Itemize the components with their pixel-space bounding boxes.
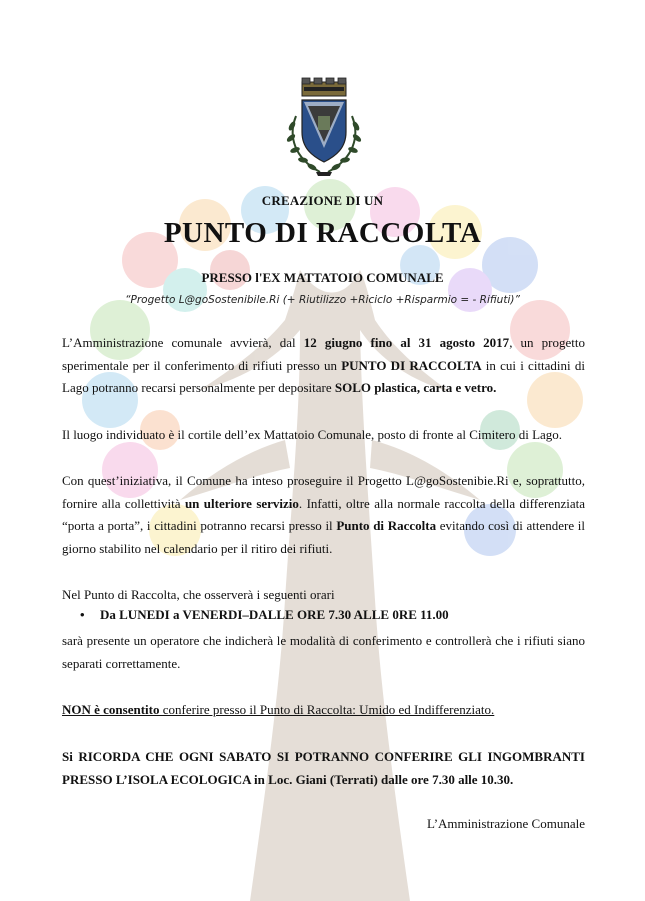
paragraph-intro: [62, 332, 585, 400]
not-allowed-label: NON è consentito: [62, 702, 160, 717]
subtitle-heading: PRESSO l'EX MATTATOIO COMUNALE: [201, 270, 444, 285]
paragraph-operator: sarà presente un operatore che indicherà le modalità di conferimento e controllerà che i rifiuti siano separati correttamente.: [62, 633, 585, 671]
intro-dates: 12 giugno fino al 31 agosto 2017: [303, 335, 510, 350]
hours-text: Da LUNEDI a VENERDI–DALLE ORE 7.30 ALLE 0RE 11.00: [100, 607, 449, 622]
initiative-text-e: evitando così di attendere il giorno stabilito nel calendario per il ritiro dei rifiuti.: [62, 518, 585, 556]
signature: L’Amministrazione Comunale: [426, 816, 585, 831]
intro-text-a: L’Amministrazione comunale avvierà, dal: [62, 335, 304, 350]
page-title: PUNTO DI RACCOLTA: [163, 217, 482, 249]
hours-bullet: [80, 607, 449, 623]
kicker-heading: CREAZIONE DI UN: [261, 193, 384, 208]
paragraph-hours-intro: Nel Punto di Raccolta, che osserverà i seguenti orari: [62, 587, 335, 602]
intro-materials: SOLO plastica, carta e vetro.: [334, 380, 497, 395]
initiative-text-c: . Infatti, oltre alla normale raccolta della differenziata “porta a porta”, i cittadini potranno recarsi presso il: [62, 495, 585, 533]
intro-text-e: in cui i cittadini di Lago potranno recarsi personalmente per depositare: [62, 357, 585, 395]
initiative-text-a: Con quest’iniziativa, il Comune ha inteso proseguire il Progetto L@goSostenibie.Ri e, soprattutto, fornire alla collettività: [62, 473, 585, 511]
intro-punto: PUNTO DI RACCOLTA: [341, 357, 482, 373]
paragraph-initiative: [62, 470, 585, 560]
not-allowed-text: conferire presso il Punto di Raccolta: Umido ed Indifferenziato.: [159, 702, 495, 717]
paragraph-location: Il luogo individuato è il cortile dell’ex Mattatoio Comunale, posto di fronte al Cimitero di Lago.: [62, 427, 563, 442]
initiative-punto: Punto di Raccolta: [336, 518, 437, 533]
initiative-service: un ulteriore servizio: [184, 495, 299, 511]
coat-of-arms-icon: [274, 76, 374, 181]
intro-text-c: , un progetto sperimentale per il conferimento di rifiuti presso un: [62, 335, 585, 373]
project-motto: “Progetto L@goSostenibile.Ri (+ Riutilizzo +Riciclo +Risparmio = - Rifiuti)”: [125, 294, 520, 306]
paragraph-reminder: Si RICORDA CHE OGNI SABATO SI POTRANNO CONFERIRE GLI INGOMBRANTI PRESSO L’ISOLA ECOLOGICA in Loc. Giani (Terrati) dalle ore 7.30 alle 10.30.: [62, 749, 585, 787]
paragraph-not-allowed: [62, 699, 585, 722]
bullet-icon: •: [80, 607, 85, 622]
